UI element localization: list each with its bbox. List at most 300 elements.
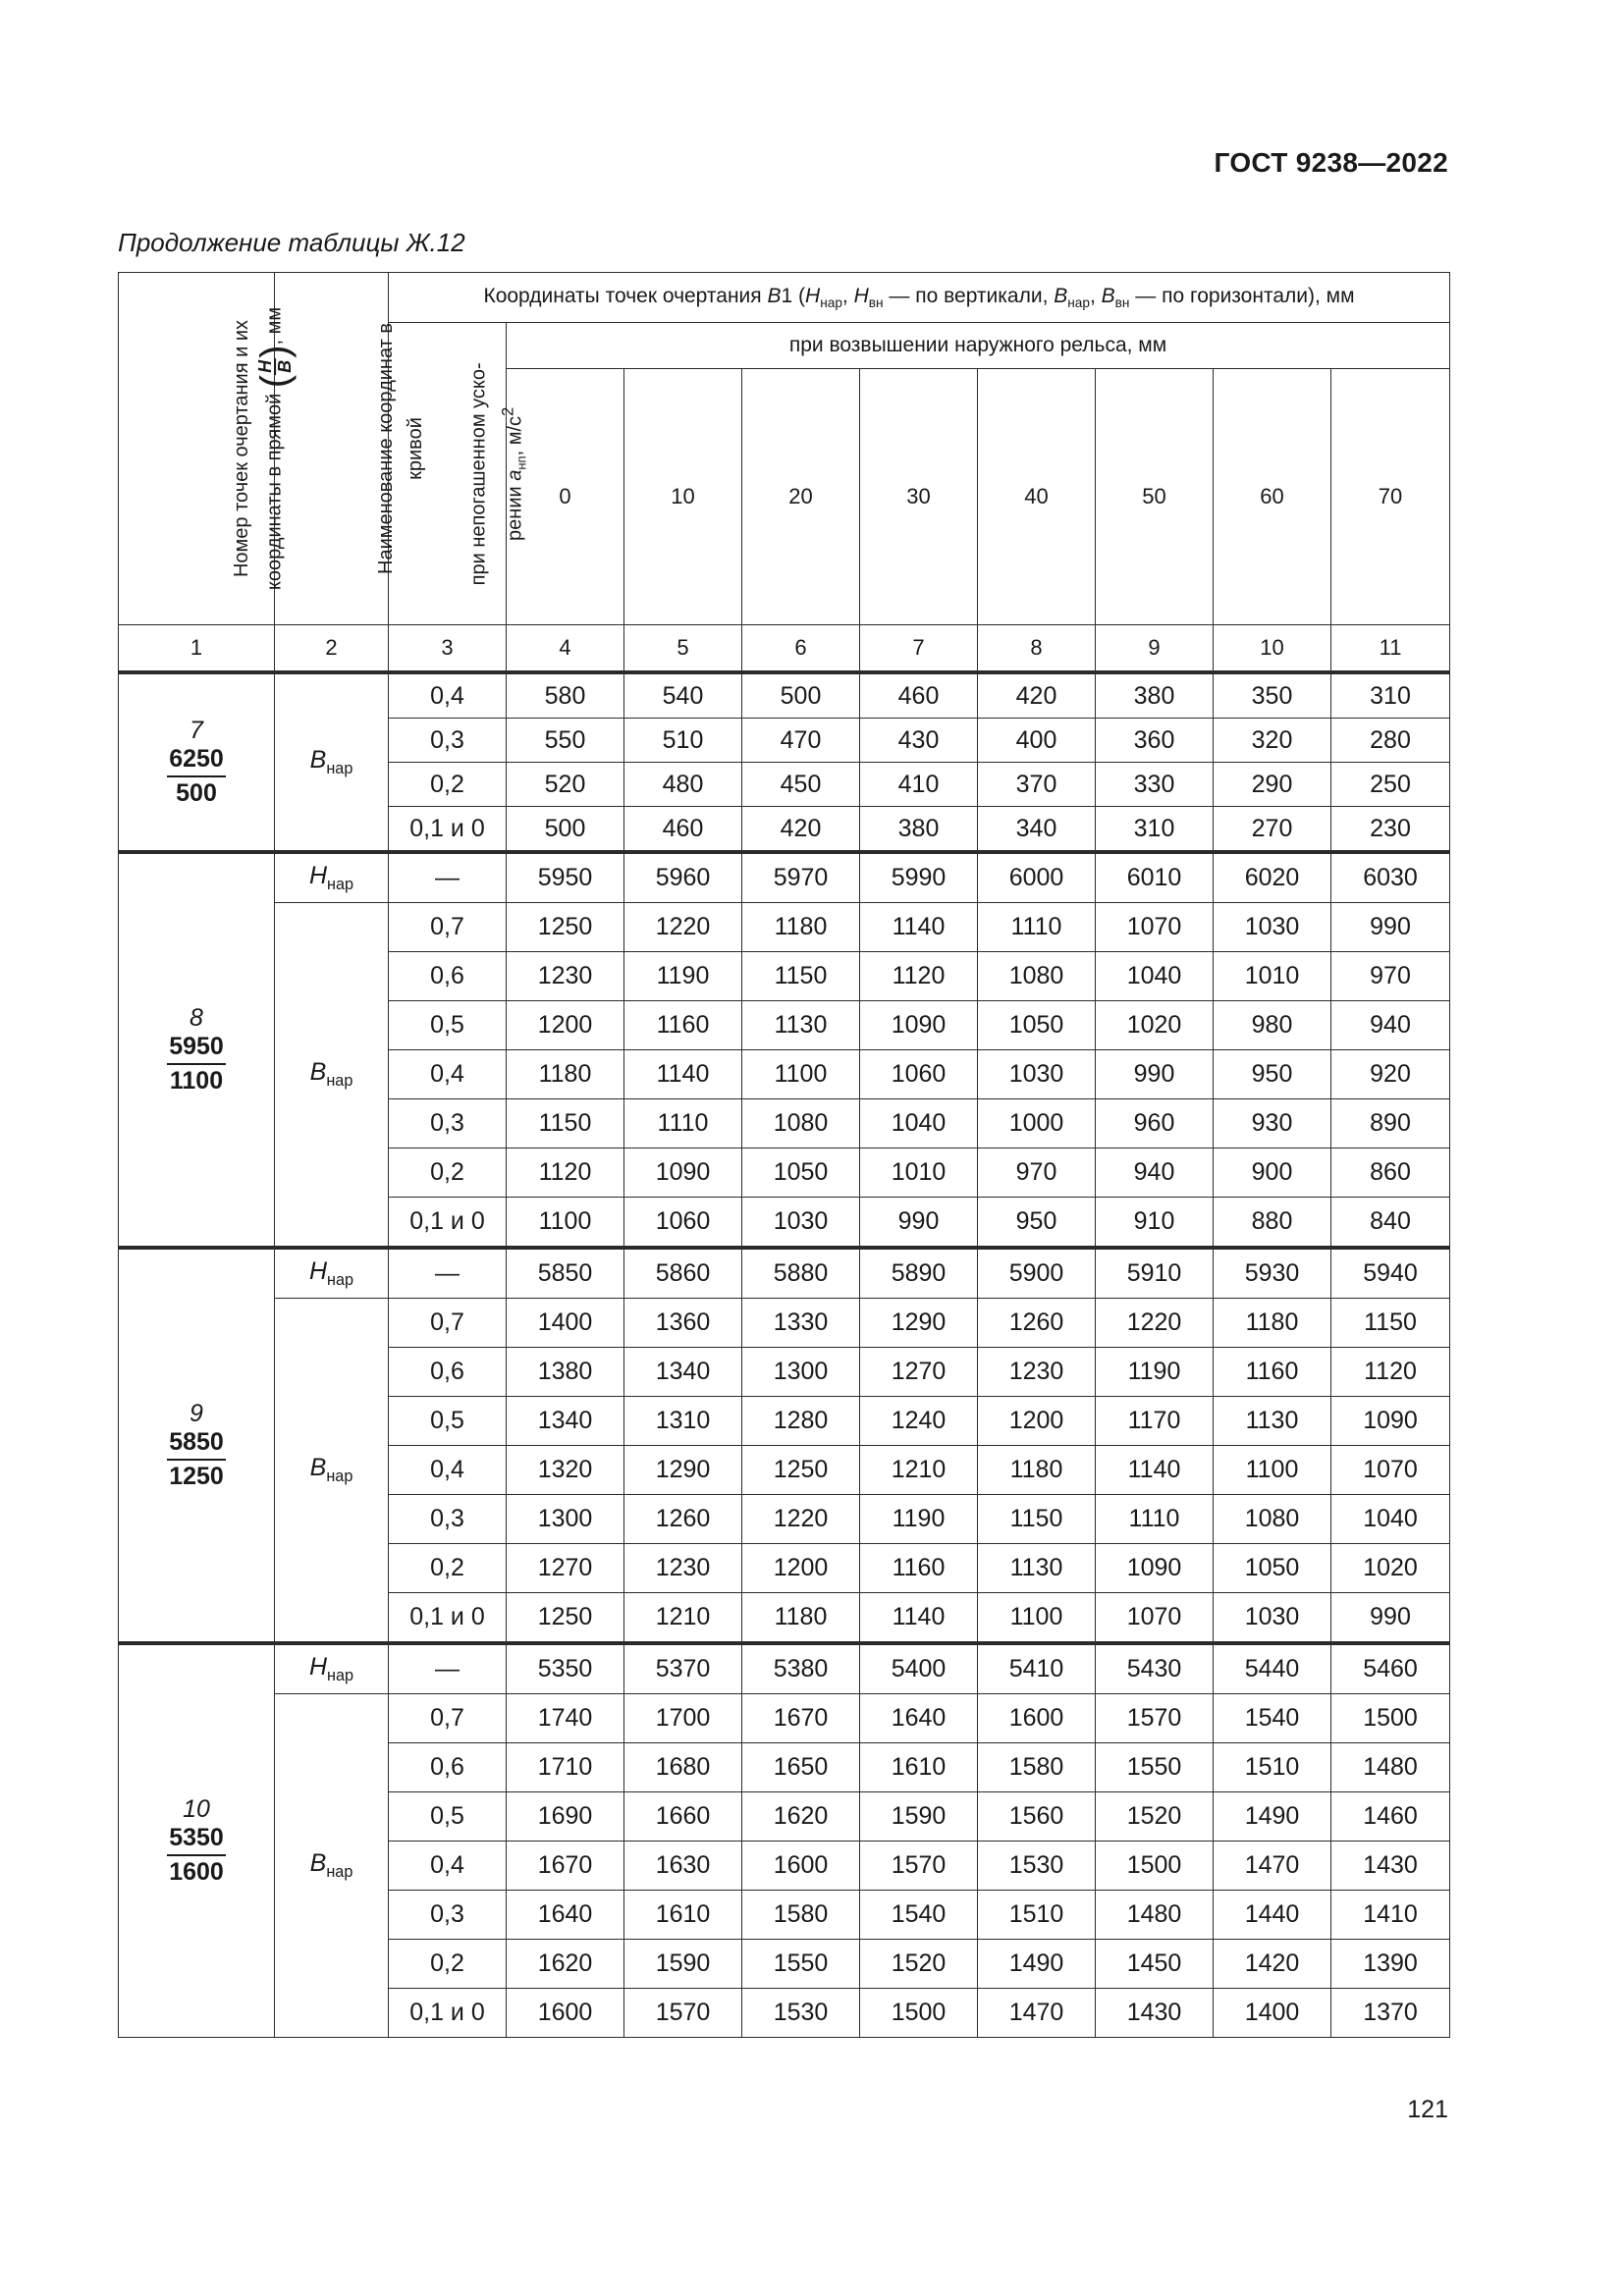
value-cell: 520 — [507, 763, 624, 807]
value-cell: 1080 — [1214, 1495, 1331, 1544]
coordinate-letter: В — [309, 746, 327, 774]
acceleration-cell: 0,2 — [389, 1148, 507, 1198]
value-cell: 940 — [1096, 1148, 1214, 1198]
coordinate-subscript: нар — [326, 760, 353, 777]
value-cell: 1390 — [1331, 1940, 1450, 1989]
value-cell: 1290 — [860, 1299, 978, 1348]
value-cell: 1700 — [624, 1694, 742, 1743]
value-cell: 1210 — [860, 1446, 978, 1495]
value-cell: 1320 — [507, 1446, 624, 1495]
header-acceleration: при непогашенном уско- рении $а_{нп}$, $м/с^2$ — [389, 323, 507, 625]
value-cell: 1220 — [742, 1495, 860, 1544]
value-cell: 1400 — [507, 1299, 624, 1348]
value-cell: 1630 — [624, 1842, 742, 1891]
value-cell: 860 — [1331, 1148, 1450, 1198]
value-cell: 1430 — [1096, 1989, 1214, 2038]
acceleration-cell: 0,2 — [389, 1940, 507, 1989]
value-cell: 960 — [1096, 1099, 1214, 1148]
value-cell: 1150 — [742, 952, 860, 1001]
value-cell: 5370 — [624, 1643, 742, 1694]
value-cell: 1370 — [1331, 1989, 1450, 2038]
value-cell: 1000 — [978, 1099, 1096, 1148]
value-cell: 1710 — [507, 1743, 624, 1792]
value-cell: 1690 — [507, 1792, 624, 1842]
value-cell: 1470 — [1214, 1842, 1331, 1891]
value-cell: 1150 — [1331, 1299, 1450, 1348]
coordinate-letter: В — [309, 1849, 327, 1877]
value-cell: 1270 — [860, 1348, 978, 1397]
value-cell: 580 — [507, 672, 624, 719]
value-cell: 1540 — [1214, 1694, 1331, 1743]
value-cell: 450 — [742, 763, 860, 807]
value-cell: 1070 — [1331, 1446, 1450, 1495]
value-cell: 1290 — [624, 1446, 742, 1495]
acceleration-cell: 0,5 — [389, 1792, 507, 1842]
value-cell: 310 — [1331, 672, 1450, 719]
value-cell: 1490 — [978, 1940, 1096, 1989]
value-cell: 1580 — [978, 1743, 1096, 1792]
point-cell — [119, 852, 275, 1248]
value-cell: 1600 — [742, 1842, 860, 1891]
value-cell: 380 — [860, 807, 978, 853]
value-cell: 340 — [978, 807, 1096, 853]
coordinate-name-cell — [275, 1694, 389, 2038]
acceleration-cell: 0,2 — [389, 1544, 507, 1593]
point-number: 10 — [183, 1795, 210, 1823]
value-cell: 1060 — [860, 1050, 978, 1099]
value-cell: 280 — [1331, 719, 1450, 763]
value-cell: 1360 — [624, 1299, 742, 1348]
page-number: 121 — [1407, 2096, 1448, 2123]
value-cell: 1340 — [624, 1348, 742, 1397]
value-cell: 5440 — [1214, 1643, 1331, 1694]
value-cell: 360 — [1096, 719, 1214, 763]
header-point-number: Номер точек очертания и их координаты в прямой ( Н В ), мм — [119, 273, 275, 625]
value-cell: 1130 — [742, 1001, 860, 1050]
value-cell: 990 — [1331, 903, 1450, 952]
value-cell: 1310 — [624, 1397, 742, 1446]
value-cell: 330 — [1096, 763, 1214, 807]
value-cell: 930 — [1214, 1099, 1331, 1148]
value-cell: 1510 — [978, 1891, 1096, 1940]
acceleration-cell: 0,4 — [389, 672, 507, 719]
value-cell: 1180 — [742, 903, 860, 952]
value-cell: 1600 — [507, 1989, 624, 2038]
value-cell: 1050 — [978, 1001, 1096, 1050]
value-cell: 370 — [978, 763, 1096, 807]
value-cell: 230 — [1331, 807, 1450, 853]
elevation-level-header: 70 — [1331, 369, 1450, 625]
value-cell: 1090 — [860, 1001, 978, 1050]
value-cell: 310 — [1096, 807, 1214, 853]
column-number-cell: 3 — [389, 625, 507, 673]
value-cell: 1260 — [624, 1495, 742, 1544]
value-cell: 1590 — [624, 1940, 742, 1989]
value-cell: 5430 — [1096, 1643, 1214, 1694]
acceleration-cell: 0,3 — [389, 719, 507, 763]
coordinate-subscript: нар — [327, 1271, 354, 1289]
value-cell: 1470 — [978, 1989, 1096, 2038]
value-cell: 1740 — [507, 1694, 624, 1743]
value-cell: 1300 — [507, 1495, 624, 1544]
value-cell: 5890 — [860, 1248, 978, 1299]
value-cell: 1550 — [1096, 1743, 1214, 1792]
coordinate-name-cell — [275, 852, 389, 903]
value-cell: 1040 — [860, 1099, 978, 1148]
value-cell: 1160 — [860, 1544, 978, 1593]
value-cell: 420 — [978, 672, 1096, 719]
value-cell: 1110 — [978, 903, 1096, 952]
value-cell: 410 — [860, 763, 978, 807]
point-coordinates — [167, 1033, 226, 1095]
value-cell: 1030 — [978, 1050, 1096, 1099]
value-cell: 1140 — [860, 1593, 978, 1644]
column-number-cell: 5 — [624, 625, 742, 673]
value-cell: 1240 — [860, 1397, 978, 1446]
acceleration-cell: 0,7 — [389, 1299, 507, 1348]
coordinate-name-cell — [275, 903, 389, 1249]
table-row — [119, 672, 1450, 719]
acceleration-cell: 0,4 — [389, 1842, 507, 1891]
value-cell: 400 — [978, 719, 1096, 763]
value-cell: 1090 — [1096, 1544, 1214, 1593]
value-cell: 1440 — [1214, 1891, 1331, 1940]
value-cell: 1160 — [1214, 1348, 1331, 1397]
value-cell: 1500 — [1096, 1842, 1214, 1891]
value-cell: 1570 — [1096, 1694, 1214, 1743]
elevation-level-header: 10 — [624, 369, 742, 625]
value-cell: 550 — [507, 719, 624, 763]
value-cell: 5410 — [978, 1643, 1096, 1694]
value-cell: 510 — [624, 719, 742, 763]
point-cell — [119, 1248, 275, 1643]
acceleration-cell: — — [389, 1643, 507, 1694]
point-h-value: 5850 — [167, 1428, 226, 1461]
acceleration-cell: 0,1 и 0 — [389, 807, 507, 853]
acceleration-cell: 0,3 — [389, 1495, 507, 1544]
value-cell: 890 — [1331, 1099, 1450, 1148]
acceleration-cell: 0,3 — [389, 1099, 507, 1148]
value-cell: 5880 — [742, 1248, 860, 1299]
value-cell: 1100 — [507, 1198, 624, 1249]
coordinate-letter: Н — [308, 1257, 327, 1285]
column-number-cell: 4 — [507, 625, 624, 673]
value-cell: 1180 — [742, 1593, 860, 1644]
table-row — [119, 1299, 1450, 1348]
value-cell: 1330 — [742, 1299, 860, 1348]
value-cell: 5900 — [978, 1248, 1096, 1299]
value-cell: 1340 — [507, 1397, 624, 1446]
value-cell: 420 — [742, 807, 860, 853]
coordinate-letter: Н — [308, 862, 327, 889]
value-cell: 1220 — [1096, 1299, 1214, 1348]
value-cell: 1380 — [507, 1348, 624, 1397]
point-b-value: 1600 — [169, 1858, 224, 1886]
value-cell: 1100 — [1214, 1446, 1331, 1495]
value-cell: 1530 — [978, 1842, 1096, 1891]
value-cell: 1550 — [742, 1940, 860, 1989]
coordinate-subscript: нар — [327, 876, 354, 893]
value-cell: 1150 — [507, 1099, 624, 1148]
value-cell: 5860 — [624, 1248, 742, 1299]
acceleration-cell: 0,7 — [389, 1694, 507, 1743]
column-number-cell: 9 — [1096, 625, 1214, 673]
value-cell: 1520 — [860, 1940, 978, 1989]
value-cell: 950 — [1214, 1050, 1331, 1099]
coordinate-subscript: нар — [326, 1863, 353, 1881]
point-coordinates — [167, 745, 226, 808]
value-cell: 1430 — [1331, 1842, 1450, 1891]
value-cell: 1250 — [507, 903, 624, 952]
acceleration-cell: 0,7 — [389, 903, 507, 952]
value-cell: 1230 — [507, 952, 624, 1001]
elevation-level-header: 50 — [1096, 369, 1214, 625]
value-cell: 1500 — [1331, 1694, 1450, 1743]
value-cell: 470 — [742, 719, 860, 763]
value-cell: 6030 — [1331, 852, 1450, 903]
elevation-level-header: 60 — [1214, 369, 1331, 625]
value-cell: 1140 — [860, 903, 978, 952]
value-cell: 1520 — [1096, 1792, 1214, 1842]
value-cell: 1180 — [507, 1050, 624, 1099]
value-cell: 970 — [978, 1148, 1096, 1198]
column-number-cell: 2 — [275, 625, 389, 673]
point-h-value: 5350 — [167, 1824, 226, 1856]
value-cell: 1050 — [1214, 1544, 1331, 1593]
coordinates-table — [118, 272, 1450, 2038]
value-cell: 1090 — [1331, 1397, 1450, 1446]
value-cell: 1480 — [1096, 1891, 1214, 1940]
value-cell: 1570 — [624, 1989, 742, 2038]
value-cell: 1220 — [624, 903, 742, 952]
header-coordinates-title: Координаты точек очертания В1 ($Н_{нар}$, $Н_{вн}$ — по вертикали, $В_{нар}$, $В_{вн}$ — по горизонтали), мм — [389, 273, 1450, 323]
acceleration-cell: — — [389, 852, 507, 903]
column-number-cell: 10 — [1214, 625, 1331, 673]
value-cell: 1170 — [1096, 1397, 1214, 1446]
value-cell: 1420 — [1214, 1940, 1331, 1989]
coordinate-name-cell — [275, 1299, 389, 1644]
value-cell: 460 — [624, 807, 742, 853]
value-cell: 1510 — [1214, 1743, 1331, 1792]
value-cell: 5960 — [624, 852, 742, 903]
value-cell: 1010 — [860, 1148, 978, 1198]
value-cell: 1190 — [1096, 1348, 1214, 1397]
coordinate-name-cell — [275, 1248, 389, 1299]
value-cell: 5950 — [507, 852, 624, 903]
value-cell: 1270 — [507, 1544, 624, 1593]
value-cell: 1210 — [624, 1593, 742, 1644]
value-cell: 1020 — [1331, 1544, 1450, 1593]
value-cell: 1500 — [860, 1989, 978, 2038]
point-b-value: 1250 — [169, 1463, 224, 1490]
value-cell: 1200 — [507, 1001, 624, 1050]
coordinate-subscript: нар — [326, 1072, 353, 1090]
value-cell: 1490 — [1214, 1792, 1331, 1842]
value-cell: 1190 — [860, 1495, 978, 1544]
table-row — [119, 1694, 1450, 1743]
value-cell: 1040 — [1096, 952, 1214, 1001]
value-cell: 1450 — [1096, 1940, 1214, 1989]
value-cell: 270 — [1214, 807, 1331, 853]
value-cell: 1610 — [624, 1891, 742, 1940]
value-cell: 1030 — [1214, 1593, 1331, 1644]
value-cell: 5460 — [1331, 1643, 1450, 1694]
value-cell: 1200 — [978, 1397, 1096, 1446]
value-cell: 1620 — [507, 1940, 624, 1989]
point-number: 7 — [189, 717, 203, 744]
coordinate-letter: Н — [308, 1653, 327, 1681]
value-cell: 970 — [1331, 952, 1450, 1001]
value-cell: 5380 — [742, 1643, 860, 1694]
value-cell: 1060 — [624, 1198, 742, 1249]
value-cell: 880 — [1214, 1198, 1331, 1249]
value-cell: 500 — [742, 672, 860, 719]
value-cell: 250 — [1331, 763, 1450, 807]
value-cell: 910 — [1096, 1198, 1214, 1249]
value-cell: 1300 — [742, 1348, 860, 1397]
value-cell: 6010 — [1096, 852, 1214, 903]
value-cell: 1050 — [742, 1148, 860, 1198]
value-cell: 1460 — [1331, 1792, 1450, 1842]
value-cell: 1110 — [624, 1099, 742, 1148]
value-cell: 920 — [1331, 1050, 1450, 1099]
table-continuation-caption: Продолжение таблицы Ж.12 — [118, 228, 465, 257]
value-cell: 900 — [1214, 1148, 1331, 1198]
column-number-cell: 8 — [978, 625, 1096, 673]
value-cell: 1260 — [978, 1299, 1096, 1348]
value-cell: 840 — [1331, 1198, 1450, 1249]
column-number-cell: 7 — [860, 625, 978, 673]
value-cell: 5930 — [1214, 1248, 1331, 1299]
value-cell: 1540 — [860, 1891, 978, 1940]
point-cell — [119, 672, 275, 852]
value-cell: 1480 — [1331, 1743, 1450, 1792]
coordinate-name-cell — [275, 1643, 389, 1694]
elevation-level-header: 30 — [860, 369, 978, 625]
value-cell: 1200 — [742, 1544, 860, 1593]
value-cell: 990 — [1331, 1593, 1450, 1644]
value-cell: 1560 — [978, 1792, 1096, 1842]
point-h-value: 6250 — [167, 745, 226, 777]
value-cell: 1120 — [507, 1148, 624, 1198]
value-cell: 5850 — [507, 1248, 624, 1299]
point-number: 9 — [189, 1400, 203, 1427]
value-cell: 5940 — [1331, 1248, 1450, 1299]
column-number-cell: 1 — [119, 625, 275, 673]
value-cell: 1090 — [624, 1148, 742, 1198]
value-cell: 1070 — [1096, 1593, 1214, 1644]
value-cell: 1070 — [1096, 903, 1214, 952]
coordinate-subscript: нар — [327, 1667, 354, 1684]
column-number-cell: 11 — [1331, 625, 1450, 673]
value-cell: 1400 — [1214, 1989, 1331, 2038]
value-cell: 1010 — [1214, 952, 1331, 1001]
value-cell: 1130 — [978, 1544, 1096, 1593]
value-cell: 1250 — [507, 1593, 624, 1644]
acceleration-cell: 0,6 — [389, 1743, 507, 1792]
value-cell: 1250 — [742, 1446, 860, 1495]
value-cell: 1140 — [624, 1050, 742, 1099]
elevation-level-header: 40 — [978, 369, 1096, 625]
value-cell: 1120 — [1331, 1348, 1450, 1397]
point-b-value: 1100 — [169, 1067, 224, 1095]
point-b-value: 500 — [176, 779, 217, 807]
value-cell: 1600 — [978, 1694, 1096, 1743]
value-cell: 1110 — [1096, 1495, 1214, 1544]
value-cell: 350 — [1214, 672, 1331, 719]
value-cell: 540 — [624, 672, 742, 719]
coordinate-letter: В — [309, 1454, 327, 1481]
acceleration-cell: 0,1 и 0 — [389, 1989, 507, 2038]
value-cell: 1020 — [1096, 1001, 1214, 1050]
value-cell: 5400 — [860, 1643, 978, 1694]
value-cell: 320 — [1214, 719, 1331, 763]
coordinate-subscript: нар — [326, 1468, 353, 1485]
document-code: ГОСТ 9238—2022 — [1214, 147, 1448, 178]
value-cell: 1160 — [624, 1001, 742, 1050]
point-coordinates — [167, 1428, 226, 1491]
acceleration-cell: 0,4 — [389, 1050, 507, 1099]
point-cell — [119, 1643, 275, 2038]
value-cell: 1570 — [860, 1842, 978, 1891]
value-cell: 290 — [1214, 763, 1331, 807]
value-cell: 1140 — [1096, 1446, 1214, 1495]
acceleration-cell: 0,6 — [389, 952, 507, 1001]
elevation-level-header: 0 — [507, 369, 624, 625]
acceleration-cell: 0,4 — [389, 1446, 507, 1495]
coordinate-letter: В — [309, 1058, 327, 1086]
value-cell: 1580 — [742, 1891, 860, 1940]
value-cell: 940 — [1331, 1001, 1450, 1050]
value-cell: 6020 — [1214, 852, 1331, 903]
value-cell: 1650 — [742, 1743, 860, 1792]
value-cell: 1640 — [860, 1694, 978, 1743]
table-row — [119, 1248, 1450, 1299]
coordinate-name-cell — [275, 672, 389, 852]
acceleration-cell: 0,1 и 0 — [389, 1593, 507, 1644]
value-cell: 1230 — [624, 1544, 742, 1593]
value-cell: 1120 — [860, 952, 978, 1001]
value-cell: 1100 — [742, 1050, 860, 1099]
value-cell: 1100 — [978, 1593, 1096, 1644]
value-cell: 990 — [860, 1198, 978, 1249]
value-cell: 1410 — [1331, 1891, 1450, 1940]
value-cell: 1080 — [742, 1099, 860, 1148]
value-cell: 1040 — [1331, 1495, 1450, 1544]
point-number: 8 — [189, 1004, 203, 1032]
acceleration-cell: 0,5 — [389, 1001, 507, 1050]
header-coordinate-name: Наименование координат в кривой — [275, 273, 389, 625]
value-cell: 1610 — [860, 1743, 978, 1792]
point-h-value: 5950 — [167, 1033, 226, 1065]
acceleration-cell: 0,6 — [389, 1348, 507, 1397]
value-cell: 1150 — [978, 1495, 1096, 1544]
value-cell: 1080 — [978, 952, 1096, 1001]
value-cell: 1660 — [624, 1792, 742, 1842]
value-cell: 950 — [978, 1198, 1096, 1249]
point-coordinates — [167, 1824, 226, 1887]
value-cell: 1640 — [507, 1891, 624, 1940]
value-cell: 1180 — [1214, 1299, 1331, 1348]
value-cell: 5350 — [507, 1643, 624, 1694]
value-cell: 1620 — [742, 1792, 860, 1842]
acceleration-cell: 0,5 — [389, 1397, 507, 1446]
value-cell: 1680 — [624, 1743, 742, 1792]
acceleration-cell: — — [389, 1248, 507, 1299]
value-cell: 5970 — [742, 852, 860, 903]
value-cell: 5990 — [860, 852, 978, 903]
acceleration-cell: 0,2 — [389, 763, 507, 807]
